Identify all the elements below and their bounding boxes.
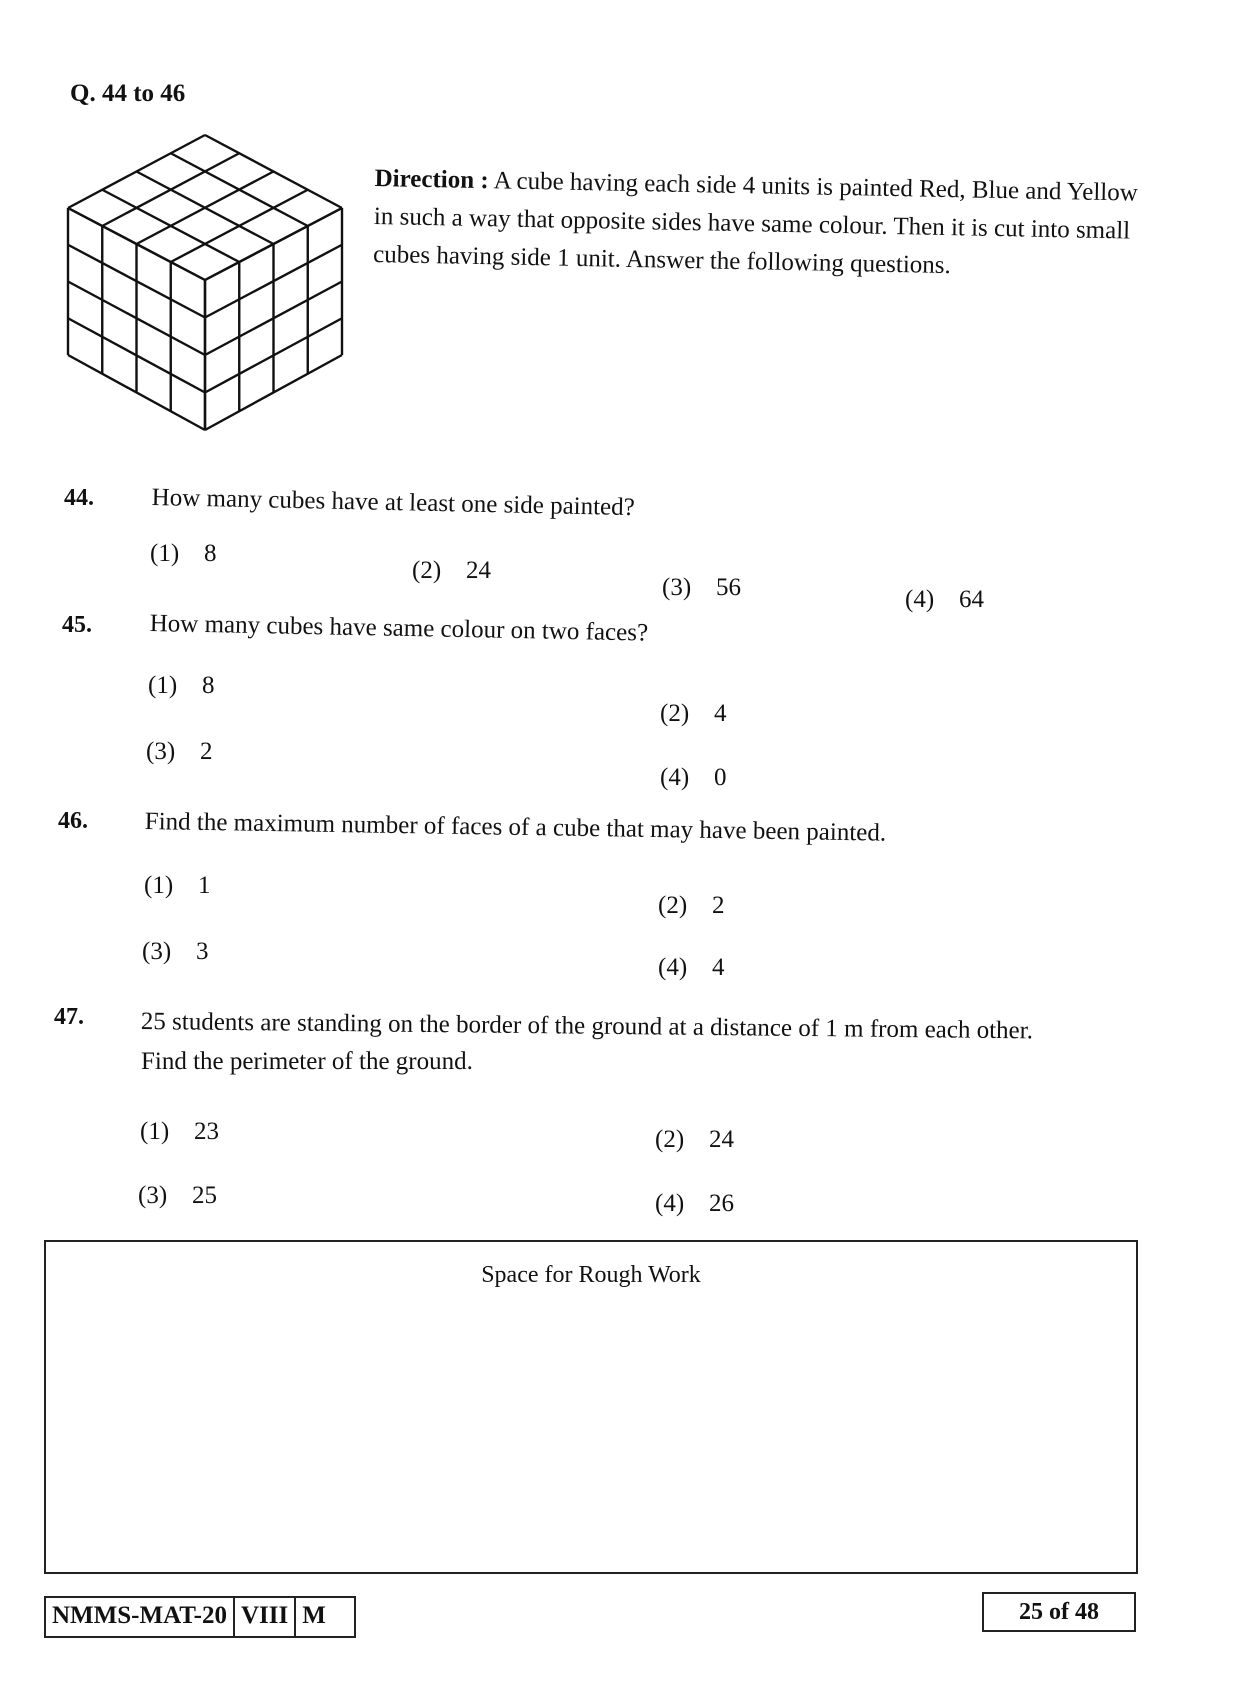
q44-option-1[interactable]: (1) 8 xyxy=(150,540,217,567)
direction-label: Direction : xyxy=(374,164,489,195)
paper-medium: M xyxy=(302,1602,326,1629)
q44-option-4[interactable]: (4) 64 xyxy=(905,586,984,613)
question-45-number: 45. xyxy=(62,612,92,638)
rough-work-title: Space for Rough Work xyxy=(481,1262,701,1288)
paper-code: NMMS-MAT-20 xyxy=(46,1598,235,1636)
question-47-text-line1: 25 students are standing on the border of the ground at a distance of 1 m from each other. xyxy=(140,1008,1034,1045)
q47-option-2[interactable]: (2) 24 xyxy=(655,1126,734,1153)
q45-option-4[interactable]: (4) 0 xyxy=(660,764,727,791)
q44-option-2[interactable]: (2) 24 xyxy=(412,557,491,584)
paper-class: VIII xyxy=(235,1598,296,1636)
q46-option-4[interactable]: (4) 4 xyxy=(658,954,725,981)
question-44-text: How many cubes have at least one side painted? xyxy=(151,484,636,522)
page-number: 25 of 48 xyxy=(982,1592,1136,1632)
paper-code-box xyxy=(44,1596,356,1638)
rough-work-box xyxy=(44,1240,1138,1574)
question-46-number: 46. xyxy=(58,808,88,834)
q44-option-3[interactable]: (3) 56 xyxy=(662,574,741,601)
question-47-text-line2: Find the perimeter of the ground. xyxy=(141,1048,473,1075)
question-44-number: 44. xyxy=(64,485,94,511)
question-47-number: 47. xyxy=(54,1004,84,1030)
q47-option-1[interactable]: (1) 23 xyxy=(140,1118,219,1145)
question-45-text: How many cubes have same colour on two faces? xyxy=(149,610,649,647)
q45-option-2[interactable]: (2) 4 xyxy=(660,700,727,727)
q46-option-2[interactable]: (2) 2 xyxy=(658,892,725,919)
q47-option-3[interactable]: (3) 25 xyxy=(138,1182,217,1209)
direction-text: A cube having each side 4 units is painted Red, Blue and Yellow in such a way that opposite sides have same colour. Then it is cut into small cubes having side 1 unit. Answer the following questions. xyxy=(372,167,1139,280)
question-range-heading: Q. 44 to 46 xyxy=(70,80,186,107)
cube-figure xyxy=(60,130,350,460)
q45-option-1[interactable]: (1) 8 xyxy=(148,672,215,699)
q46-option-1[interactable]: (1) 1 xyxy=(144,872,211,899)
q47-option-4[interactable]: (4) 26 xyxy=(655,1190,734,1217)
q45-option-3[interactable]: (3) 2 xyxy=(146,738,213,765)
question-46-text: Find the maximum number of faces of a cube that may have been painted. xyxy=(144,808,887,847)
q46-option-3[interactable]: (3) 3 xyxy=(142,938,209,965)
direction-paragraph xyxy=(373,160,1155,289)
